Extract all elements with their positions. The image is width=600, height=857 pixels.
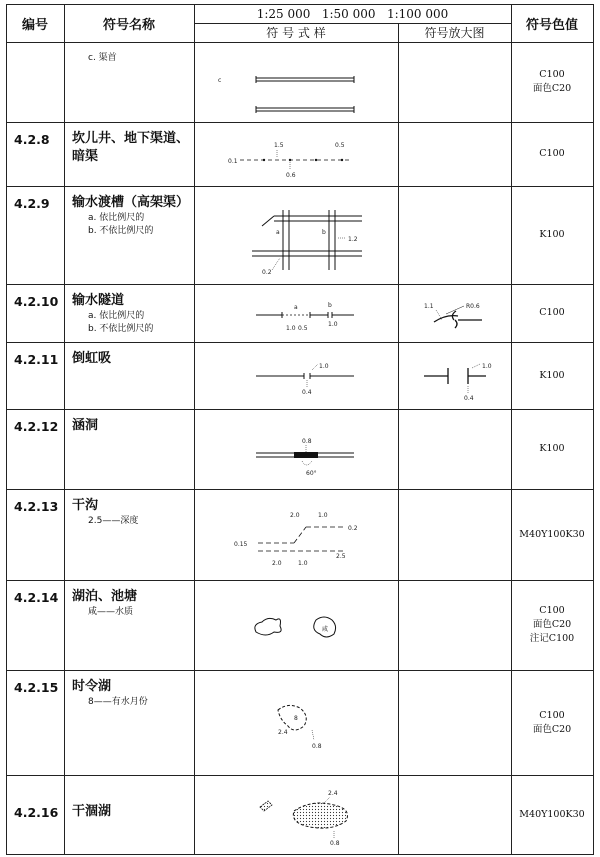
sym-label: 0.8 [312, 743, 322, 750]
row-color [511, 580, 593, 670]
header-scales: 1:25 000 1:50 000 1:100 000 [256, 6, 449, 21]
row-name [64, 670, 194, 709]
sym-label: b [328, 302, 332, 309]
color-value: C100 [539, 605, 565, 616]
row-sub-label: a. 依比例尺的 [88, 213, 145, 223]
sym-label: 2.4 [328, 790, 338, 797]
row-sub-label: 8——有水月份 [88, 697, 148, 707]
row-color [511, 489, 593, 580]
header-number: 编号 [21, 17, 48, 33]
row-name [64, 775, 194, 821]
color-value: C100 [539, 69, 565, 80]
color-value: M40Y100K30 [519, 528, 585, 540]
row-number: 4.2.15 [14, 680, 59, 695]
sym-label: 1.0 [318, 512, 328, 519]
row-number: 4.2.16 [14, 805, 59, 820]
row-title: 坎儿井、地下渠道、暗渠 [72, 131, 190, 164]
sym-label: 1.5 [274, 142, 284, 149]
sym-label: 1.0 [319, 363, 329, 370]
table-border-bottom [6, 854, 594, 855]
row-number: 4.2.14 [14, 590, 59, 605]
color-value: M40Y100K30 [519, 808, 585, 820]
sym-label: 咸 [322, 626, 329, 633]
row-name [64, 342, 194, 368]
row-name [64, 580, 194, 619]
row-name [64, 42, 194, 122]
color-value: C100 [539, 307, 565, 318]
sym-label: 1.0 [286, 325, 296, 332]
sym-label: b [322, 229, 326, 236]
sym-label: 0.5 [335, 142, 345, 149]
row-sub-label: a. 依比例尺的 [88, 311, 145, 321]
sym-label: 2.4 [278, 729, 288, 736]
row-title: 倒虹吸 [72, 351, 112, 366]
table-border-right [593, 4, 594, 855]
col-divider [398, 23, 399, 855]
row-number: 4.2.12 [14, 419, 59, 434]
sym-label: 0.15 [234, 541, 248, 548]
row-sub-label: c. 渠首 [88, 53, 117, 63]
header-color: 符号色值 [525, 17, 578, 33]
row-number: 4.2.13 [14, 499, 59, 514]
sym-label: 2.5 [336, 553, 346, 560]
header-style: 符 号 式 样 [266, 26, 326, 40]
sym-label: 0.8 [330, 840, 340, 847]
color-value: C100 [539, 148, 565, 159]
row-color [511, 670, 593, 775]
row-color [511, 284, 593, 342]
row-color [511, 775, 593, 854]
enlarged-tunnel [398, 284, 511, 342]
row-color [511, 42, 593, 122]
color-value: 面色C20 [532, 619, 572, 630]
sym-label: 2.0 [290, 512, 300, 519]
symbol-dry-lake [194, 775, 398, 854]
sym-label: 0.6 [286, 172, 296, 179]
sym-label: 0.2 [262, 269, 272, 276]
sym-label: 2.0 [272, 560, 282, 567]
symbol-dry-ditch [194, 489, 398, 580]
symbol-seasonal-lake [194, 670, 398, 775]
row-title: 输水隧道 [72, 293, 125, 308]
row-number: 4.2.9 [14, 196, 50, 211]
row-color [511, 122, 593, 186]
row-title: 时令湖 [72, 679, 112, 694]
symbol-aqueduct [194, 186, 398, 284]
row-sub-label: 咸——水质 [88, 607, 134, 617]
row-title: 输水渡槽（高架渠） [72, 195, 190, 210]
row-sub-label: 2.5——深度 [88, 516, 139, 526]
enlarged-siphon [398, 342, 511, 409]
header-enlarged: 符号放大图 [424, 26, 485, 40]
color-value: 注记C100 [529, 633, 575, 644]
row-name [64, 122, 192, 166]
sym-label: a [276, 229, 280, 236]
enlarged-label: 1.1 [424, 303, 434, 310]
sym-label: 1.2 [348, 236, 358, 243]
sym-label: 8 [294, 715, 298, 722]
sym-label: 60° [306, 470, 317, 477]
row-color [511, 342, 593, 409]
symbol-karez [194, 122, 398, 186]
sym-label: 1.0 [328, 321, 338, 328]
sym-label: a [294, 304, 298, 311]
symbol-siphon [194, 342, 398, 409]
enlarged-label: 0.4 [464, 395, 474, 402]
color-value: K100 [539, 443, 565, 454]
symbol-culvert [194, 409, 398, 489]
enlarged-label: 1.0 [482, 363, 492, 370]
row-color [511, 186, 593, 284]
row-name [64, 284, 194, 336]
row-name [64, 186, 194, 238]
symbol-table [6, 4, 594, 855]
row-title: 干涸湖 [72, 804, 112, 819]
row-sub-label: b. 不依比例尺的 [88, 226, 154, 236]
symbol-canal-head [194, 42, 398, 122]
color-value: K100 [539, 229, 565, 240]
sym-label: 0.5 [298, 325, 308, 332]
row-name [64, 409, 194, 435]
symbol-tunnel [194, 284, 398, 342]
sym-label: 1.0 [298, 560, 308, 567]
row-title: 湖泊、池塘 [72, 589, 138, 604]
color-value: 面色C20 [532, 723, 572, 735]
symbol-lake-pond [194, 580, 398, 670]
sym-label: 0.4 [302, 389, 312, 396]
row-sub-label: b. 不依比例尺的 [88, 324, 154, 334]
sym-label: 0.2 [348, 525, 358, 532]
header-name: 符号名称 [102, 17, 155, 33]
row-title: 干沟 [72, 498, 99, 513]
enlarged-label: R0.6 [466, 303, 480, 310]
color-value: K100 [539, 369, 565, 381]
row-name [64, 489, 194, 528]
row-number: 4.2.10 [14, 294, 59, 309]
color-value: C100 [539, 709, 565, 721]
row-color [511, 409, 593, 489]
sym-label: 0.8 [302, 438, 312, 445]
sym-label: c [218, 77, 222, 84]
row-title: 涵洞 [72, 418, 99, 433]
row-number: 4.2.8 [14, 132, 50, 147]
color-value: 面色C20 [532, 83, 572, 94]
sym-label: 0.1 [228, 158, 238, 165]
row-number: 4.2.11 [14, 352, 59, 367]
